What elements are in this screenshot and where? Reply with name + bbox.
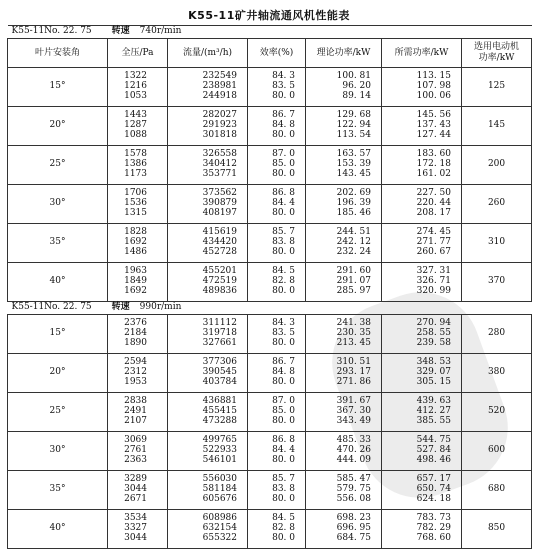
cell-value: 1173 — [124, 168, 147, 179]
cell-value: 145. 56 — [416, 110, 451, 121]
cell-value: 86. 7 — [272, 357, 295, 368]
cell-value: 183. 60 — [416, 149, 451, 160]
flow-cell — [168, 185, 248, 224]
cell-value: 498. 46 — [416, 454, 451, 465]
theoretical-power-cell — [306, 510, 382, 549]
cell-value: 80. 0 — [272, 532, 295, 543]
cell-value: 472519 — [202, 276, 237, 287]
cell-value: 232549 — [202, 71, 237, 82]
cell-value: 84. 3 — [272, 71, 295, 82]
cell-value: 444. 09 — [336, 454, 371, 465]
cell-value: 85. 0 — [272, 159, 295, 170]
cell-value: 556030 — [202, 474, 237, 485]
cell-value: 377306 — [202, 357, 237, 368]
cell-value: 2107 — [124, 415, 147, 426]
motor-power-cell: 850 — [462, 510, 532, 549]
pressure-cell — [108, 315, 168, 354]
cell-value: 1692 — [124, 237, 147, 248]
cell-value: 650. 74 — [416, 484, 451, 495]
blade-angle-cell: 35° — [8, 471, 108, 510]
cell-value: 1578 — [124, 149, 147, 160]
cell-value: 100. 06 — [416, 90, 451, 101]
required-power-cell — [382, 146, 462, 185]
cell-value: 213. 45 — [336, 337, 371, 348]
cell-value: 172. 18 — [416, 159, 451, 170]
data-row-group — [8, 68, 532, 107]
efficiency-cell — [248, 432, 306, 471]
cell-value: 1386 — [124, 159, 147, 170]
cell-value: 84. 4 — [272, 445, 295, 456]
cell-value: 783. 73 — [416, 513, 451, 524]
performance-table — [7, 25, 532, 549]
pressure-cell — [108, 354, 168, 393]
pressure-cell — [108, 510, 168, 549]
data-row-group — [8, 263, 532, 302]
cell-value: 80. 0 — [272, 168, 295, 179]
cell-value: 239. 58 — [416, 337, 451, 348]
required-power-cell — [382, 510, 462, 549]
cell-value: 320. 99 — [416, 285, 451, 296]
cell-value: 232. 24 — [336, 246, 371, 257]
data-row-group — [8, 315, 532, 354]
data-row-group — [8, 185, 532, 224]
cell-value: 544. 75 — [416, 435, 451, 446]
blade-angle-cell: 20° — [8, 107, 108, 146]
cell-value: 153. 39 — [336, 159, 371, 170]
cell-value: 1216 — [124, 81, 147, 92]
cell-value: 390879 — [202, 198, 237, 209]
flow-cell — [168, 393, 248, 432]
cell-value: 3044 — [124, 484, 147, 495]
cell-value: 1443 — [124, 110, 147, 121]
cell-value: 84. 3 — [272, 318, 295, 329]
cell-value: 439. 63 — [416, 396, 451, 407]
theoretical-power-cell — [306, 224, 382, 263]
table-body — [8, 26, 532, 549]
cell-value: 3044 — [124, 532, 147, 543]
required-power-cell — [382, 315, 462, 354]
cell-value: 1053 — [124, 90, 147, 101]
cell-value: 84. 5 — [272, 266, 295, 277]
efficiency-cell — [248, 68, 306, 107]
header-theoretical-power: 理论功率/kW — [306, 39, 382, 68]
required-power-cell — [382, 432, 462, 471]
cell-value: 127. 44 — [416, 129, 451, 140]
cell-value: 86. 8 — [272, 188, 295, 199]
cell-value: 1849 — [124, 276, 147, 287]
data-row-group — [8, 432, 532, 471]
theoretical-power-cell — [306, 393, 382, 432]
cell-value: 271. 86 — [336, 376, 371, 387]
cell-value: 1315 — [124, 207, 147, 218]
cell-value: 227. 50 — [416, 188, 451, 199]
cell-value: 348. 53 — [416, 357, 451, 368]
cell-value: 80. 0 — [272, 337, 295, 348]
cell-value: 220. 44 — [416, 198, 451, 209]
motor-power-cell: 260 — [462, 185, 532, 224]
motor-power-cell: 145 — [462, 107, 532, 146]
cell-value: 274. 45 — [416, 227, 451, 238]
cell-value: 87. 0 — [272, 396, 295, 407]
theoretical-power-cell — [306, 354, 382, 393]
cell-value: 326558 — [202, 149, 237, 160]
theoretical-power-cell — [306, 315, 382, 354]
cell-value: 3289 — [124, 474, 147, 485]
cell-value: 137. 43 — [416, 120, 451, 131]
cell-value: 2491 — [124, 406, 147, 417]
cell-value: 624. 18 — [416, 493, 451, 504]
efficiency-cell — [248, 107, 306, 146]
cell-value: 113. 15 — [416, 71, 451, 82]
blade-angle-cell: 40° — [8, 510, 108, 549]
cell-value: 2838 — [124, 396, 147, 407]
cell-value: 85. 7 — [272, 227, 295, 238]
cell-value: 489836 — [202, 285, 237, 296]
motor-power-cell: 370 — [462, 263, 532, 302]
blade-angle-cell: 25° — [8, 146, 108, 185]
cell-value: 608986 — [202, 513, 237, 524]
blade-angle-cell: 25° — [8, 393, 108, 432]
cell-value: 80. 0 — [272, 207, 295, 218]
cell-value: 202. 69 — [336, 188, 371, 199]
cell-value: 258. 55 — [416, 328, 451, 339]
cell-value: 1953 — [124, 376, 147, 387]
speed-value: 740r/min — [139, 26, 182, 37]
cell-value: 129. 68 — [336, 110, 371, 121]
cell-value: 84. 8 — [272, 367, 295, 378]
pressure-cell — [108, 471, 168, 510]
cell-value: 230. 35 — [336, 328, 371, 339]
cell-value: 436881 — [202, 396, 237, 407]
cell-value: 632154 — [202, 523, 237, 534]
cell-value: 85. 0 — [272, 406, 295, 417]
required-power-cell — [382, 471, 462, 510]
required-power-cell — [382, 354, 462, 393]
cell-value: 84. 5 — [272, 513, 295, 524]
cell-value: 1692 — [124, 285, 147, 296]
theoretical-power-cell — [306, 185, 382, 224]
header-flow: 流量/(m³/h) — [168, 39, 248, 68]
cell-value: 2376 — [124, 318, 147, 329]
cell-value: 282027 — [202, 110, 237, 121]
cell-value: 293. 17 — [336, 367, 371, 378]
cell-value: 2363 — [124, 454, 147, 465]
efficiency-cell — [248, 354, 306, 393]
cell-value: 208. 17 — [416, 207, 451, 218]
cell-value: 782. 29 — [416, 523, 451, 534]
cell-value: 1890 — [124, 337, 147, 348]
pressure-cell — [108, 185, 168, 224]
cell-value: 83. 8 — [272, 484, 295, 495]
efficiency-cell — [248, 471, 306, 510]
cell-value: 546101 — [202, 454, 237, 465]
pressure-cell — [108, 224, 168, 263]
cell-value: 291. 07 — [336, 276, 371, 287]
cell-value: 244918 — [202, 90, 237, 101]
cell-value: 196. 39 — [336, 198, 371, 209]
efficiency-cell — [248, 315, 306, 354]
section-caption-row — [8, 26, 532, 39]
data-row-group — [8, 354, 532, 393]
theoretical-power-cell — [306, 146, 382, 185]
cell-value: 403784 — [202, 376, 237, 387]
cell-value: 271. 77 — [416, 237, 451, 248]
cell-value: 391. 67 — [336, 396, 371, 407]
efficiency-cell — [248, 510, 306, 549]
cell-value: 113. 54 — [336, 129, 371, 140]
cell-value: 485. 33 — [336, 435, 371, 446]
required-power-cell — [382, 107, 462, 146]
speed-label: 转速 — [111, 26, 130, 37]
speed-value: 990r/min — [139, 302, 182, 313]
cell-value: 310. 51 — [336, 357, 371, 368]
cell-value: 86. 7 — [272, 110, 295, 121]
cell-value: 1963 — [124, 266, 147, 277]
cell-value: 85. 7 — [272, 474, 295, 485]
cell-value: 161. 02 — [416, 168, 451, 179]
cell-value: 82. 8 — [272, 523, 295, 534]
efficiency-cell — [248, 146, 306, 185]
motor-power-cell: 200 — [462, 146, 532, 185]
motor-power-cell: 125 — [462, 68, 532, 107]
data-row-group — [8, 146, 532, 185]
cell-value: 367. 30 — [336, 406, 371, 417]
cell-value: 3069 — [124, 435, 147, 446]
theoretical-power-cell — [306, 471, 382, 510]
header-motor-power-line: 选用电动机 — [474, 42, 520, 52]
cell-value: 83. 5 — [272, 328, 295, 339]
flow-cell — [168, 471, 248, 510]
cell-value: 326. 71 — [416, 276, 451, 287]
cell-value: 96. 20 — [342, 81, 371, 92]
cell-value: 415619 — [202, 227, 237, 238]
cell-value: 241. 38 — [336, 318, 371, 329]
cell-value: 1706 — [124, 188, 147, 199]
cell-value: 2184 — [124, 328, 147, 339]
efficiency-cell — [248, 224, 306, 263]
cell-value: 319718 — [202, 328, 237, 339]
page-title: K55-11矿井轴流通风机性能表 — [188, 9, 350, 22]
cell-value: 470. 26 — [336, 445, 371, 456]
cell-value: 2312 — [124, 367, 147, 378]
pressure-cell — [108, 263, 168, 302]
cell-value: 373562 — [202, 188, 237, 199]
cell-value: 285. 97 — [336, 285, 371, 296]
cell-value: 270. 94 — [416, 318, 451, 329]
section-caption-row — [8, 302, 532, 315]
blade-angle-cell: 35° — [8, 224, 108, 263]
header-pressure: 全压/Pa — [108, 39, 168, 68]
efficiency-cell — [248, 185, 306, 224]
blade-angle-cell: 15° — [8, 315, 108, 354]
flow-cell — [168, 263, 248, 302]
flow-cell — [168, 146, 248, 185]
cell-value: 696. 95 — [336, 523, 371, 534]
cell-value: 122. 94 — [336, 120, 371, 131]
cell-value: 684. 75 — [336, 532, 371, 543]
cell-value: 1536 — [124, 198, 147, 209]
cell-value: 655322 — [202, 532, 237, 543]
blade-angle-cell: 30° — [8, 185, 108, 224]
cell-value: 80. 0 — [272, 246, 295, 257]
column-header-row — [8, 39, 532, 68]
header-efficiency: 效率(%) — [248, 39, 306, 68]
data-row-group — [8, 393, 532, 432]
cell-value: 84. 8 — [272, 120, 295, 131]
pressure-cell — [108, 68, 168, 107]
data-row-group — [8, 510, 532, 549]
header-required-power: 所需功率/kW — [382, 39, 462, 68]
cell-value: 1088 — [124, 129, 147, 140]
required-power-cell — [382, 68, 462, 107]
cell-value: 585. 47 — [336, 474, 371, 485]
cell-value: 579. 75 — [336, 484, 371, 495]
cell-value: 1287 — [124, 120, 147, 131]
flow-cell — [168, 315, 248, 354]
cell-value: 329. 07 — [416, 367, 451, 378]
cell-value: 301818 — [202, 129, 237, 140]
required-power-cell — [382, 185, 462, 224]
header-angle: 叶片安装角 — [8, 39, 108, 68]
pressure-cell — [108, 107, 168, 146]
cell-value: 100. 81 — [336, 71, 371, 82]
header-motor-power-line: 功率/kW — [478, 53, 515, 63]
data-row-group — [8, 471, 532, 510]
pressure-cell — [108, 432, 168, 471]
cell-value: 327. 31 — [416, 266, 451, 277]
cell-value: 238981 — [202, 81, 237, 92]
theoretical-power-cell — [306, 107, 382, 146]
cell-value: 768. 60 — [416, 532, 451, 543]
flow-cell — [168, 510, 248, 549]
cell-value: 80. 0 — [272, 454, 295, 465]
section-caption — [8, 302, 532, 315]
cell-value: 80. 0 — [272, 376, 295, 387]
flow-cell — [168, 354, 248, 393]
cell-value: 2761 — [124, 445, 147, 456]
motor-power-cell: 380 — [462, 354, 532, 393]
cell-value: 87. 0 — [272, 149, 295, 160]
cell-value: 499765 — [202, 435, 237, 446]
section-caption — [8, 26, 532, 39]
cell-value: 522933 — [202, 445, 237, 456]
cell-value: 1486 — [124, 246, 147, 257]
data-row-group — [8, 107, 532, 146]
cell-value: 305. 15 — [416, 376, 451, 387]
flow-cell — [168, 432, 248, 471]
cell-value: 473288 — [202, 415, 237, 426]
cell-value: 244. 51 — [336, 227, 371, 238]
cell-value: 80. 0 — [272, 493, 295, 504]
cell-value: 455201 — [202, 266, 237, 277]
motor-power-cell: 600 — [462, 432, 532, 471]
cell-value: 408197 — [202, 207, 237, 218]
pressure-cell — [108, 393, 168, 432]
flow-cell — [168, 107, 248, 146]
cell-value: 3534 — [124, 513, 147, 524]
cell-value: 83. 5 — [272, 81, 295, 92]
efficiency-cell — [248, 263, 306, 302]
cell-value: 311112 — [202, 318, 237, 329]
cell-value: 84. 4 — [272, 198, 295, 209]
header-motor-power — [462, 39, 532, 68]
cell-value: 143. 45 — [336, 168, 371, 179]
cell-value: 385. 55 — [416, 415, 451, 426]
speed-label: 转速 — [111, 302, 130, 313]
cell-value: 390545 — [202, 367, 237, 378]
cell-value: 89. 14 — [342, 90, 371, 101]
cell-value: 2671 — [124, 493, 147, 504]
blade-angle-cell: 20° — [8, 354, 108, 393]
efficiency-cell — [248, 393, 306, 432]
required-power-cell — [382, 224, 462, 263]
pressure-cell — [108, 146, 168, 185]
cell-value: 556. 08 — [336, 493, 371, 504]
blade-angle-cell: 15° — [8, 68, 108, 107]
cell-value: 581184 — [202, 484, 237, 495]
cell-value: 327661 — [202, 337, 237, 348]
motor-power-cell: 310 — [462, 224, 532, 263]
cell-value: 1322 — [124, 71, 147, 82]
cell-value: 291923 — [202, 120, 237, 131]
cell-value: 86. 8 — [272, 435, 295, 446]
cell-value: 353771 — [202, 168, 237, 179]
cell-value: 260. 67 — [416, 246, 451, 257]
cell-value: 527. 84 — [416, 445, 451, 456]
cell-value: 340412 — [202, 159, 237, 170]
data-row-group — [8, 224, 532, 263]
cell-value: 452728 — [202, 246, 237, 257]
theoretical-power-cell — [306, 263, 382, 302]
cell-value: 82. 8 — [272, 276, 295, 287]
cell-value: 80. 0 — [272, 129, 295, 140]
flow-cell — [168, 68, 248, 107]
cell-value: 455415 — [202, 406, 237, 417]
required-power-cell — [382, 393, 462, 432]
cell-value: 698. 23 — [336, 513, 371, 524]
cell-value: 412. 27 — [416, 406, 451, 417]
cell-value: 605676 — [202, 493, 237, 504]
cell-value: 291. 60 — [336, 266, 371, 277]
cell-value: 1828 — [124, 227, 147, 238]
cell-value: 83. 8 — [272, 237, 295, 248]
cell-value: 80. 0 — [272, 90, 295, 101]
cell-value: 657. 17 — [416, 474, 451, 485]
cell-value: 80. 0 — [272, 285, 295, 296]
cell-value: 242. 12 — [336, 237, 371, 248]
model-label: K55-11No. 22. 75 — [11, 26, 92, 37]
flow-cell — [168, 224, 248, 263]
cell-value: 185. 46 — [336, 207, 371, 218]
motor-power-cell: 280 — [462, 315, 532, 354]
theoretical-power-cell — [306, 432, 382, 471]
cell-value: 3327 — [124, 523, 147, 534]
cell-value: 80. 0 — [272, 415, 295, 426]
cell-value: 163. 57 — [336, 149, 371, 160]
cell-value: 107. 98 — [416, 81, 451, 92]
blade-angle-cell: 40° — [8, 263, 108, 302]
model-label: K55-11No. 22. 75 — [11, 302, 92, 313]
motor-power-cell: 520 — [462, 393, 532, 432]
cell-value: 434420 — [202, 237, 237, 248]
required-power-cell — [382, 263, 462, 302]
cell-value: 343. 49 — [336, 415, 371, 426]
motor-power-cell: 680 — [462, 471, 532, 510]
blade-angle-cell: 30° — [8, 432, 108, 471]
theoretical-power-cell — [306, 68, 382, 107]
cell-value: 2594 — [124, 357, 147, 368]
